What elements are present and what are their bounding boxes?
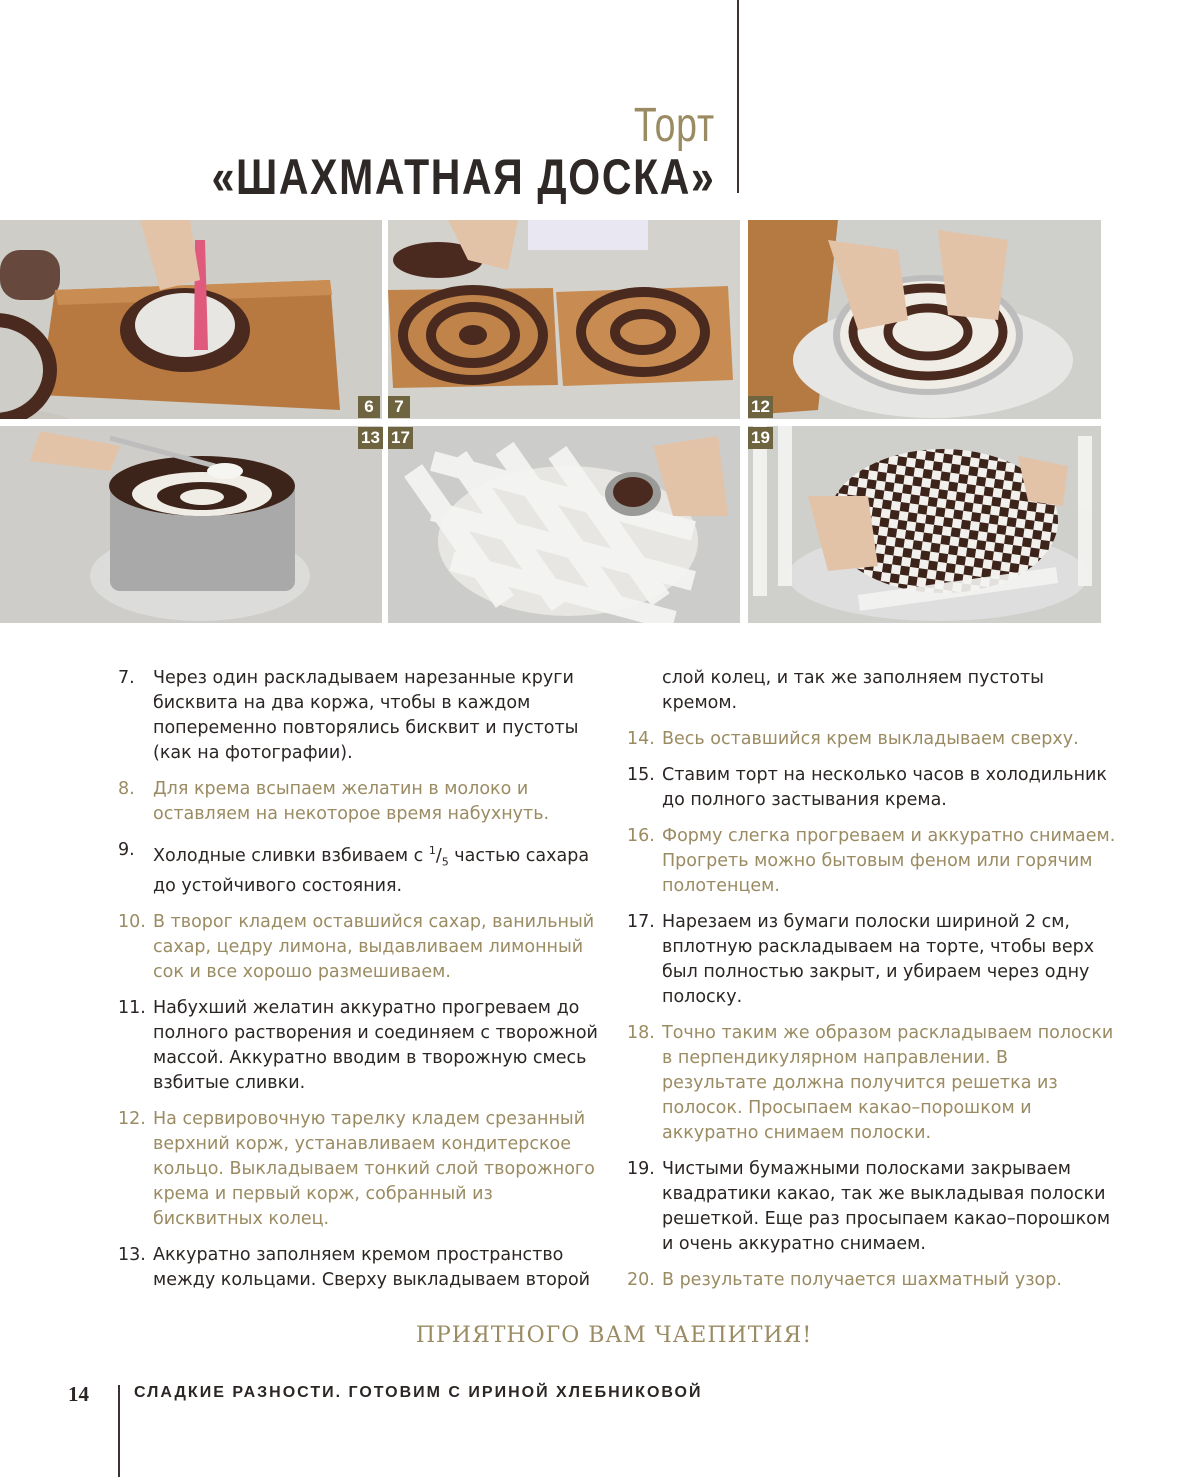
photo-step-19 bbox=[748, 426, 1101, 623]
step-12 bbox=[118, 1107, 608, 1232]
step-number: 10. bbox=[118, 912, 146, 933]
step-10 bbox=[118, 910, 608, 985]
fraction-denominator: 5 bbox=[441, 855, 449, 869]
footer-divider bbox=[118, 1385, 120, 1477]
step-text: В результате получается шахматный узор. bbox=[662, 1270, 1062, 1290]
step-15 bbox=[627, 763, 1117, 813]
photo-label-17: 17 bbox=[388, 427, 413, 449]
steps-left-column bbox=[118, 666, 608, 1304]
step-text: Для крема всыпаем желатин в молоко и оставляем на некоторое время набухнуть. bbox=[153, 779, 550, 824]
steps-right-column bbox=[627, 666, 1117, 1304]
step-text: Точно таким же образом раскладываем полоски в перпендикулярном направлении. В результате должна получится решетка из полосок. Просыпаем какао–порошком и аккуратно снимаем полоски. bbox=[662, 1023, 1114, 1143]
step-number: 20. bbox=[627, 1270, 655, 1290]
fraction-numerator: 1 bbox=[428, 844, 436, 857]
step-number: 17. bbox=[627, 912, 655, 932]
step-19 bbox=[627, 1157, 1117, 1257]
step-number: 14. bbox=[627, 729, 655, 749]
photo-label-13: 13 bbox=[358, 427, 383, 449]
step-number: 13. bbox=[118, 1245, 146, 1266]
photo-label-19: 19 bbox=[748, 427, 773, 449]
step-text: В творог кладем оставшийся сахар, ванильный сахар, цедру лимона, выдавливаем лимонный сок и все хорошо размешиваем. bbox=[153, 912, 595, 983]
photo-label-12: 12 bbox=[748, 396, 773, 418]
step-11 bbox=[118, 996, 608, 1096]
step-text: Чистыми бумажными полосками закрываем квадратики какао, так же выкладывая полоски решеткой. Еще раз просыпаем какао–порошком и очень аккуратно снимаем. bbox=[662, 1159, 1111, 1254]
step-text: Весь оставшийся крем выкладываем сверху. bbox=[662, 729, 1079, 749]
step-number: 16. bbox=[627, 826, 655, 846]
running-head: СЛАДКИЕ РАЗНОСТИ. ГОТОВИМ С ИРИНОЙ ХЛЕБНИКОВОЙ bbox=[134, 1384, 703, 1401]
step-number: 7. bbox=[118, 668, 135, 688]
page-title: «ШАХМАТНАЯ ДОСКА» bbox=[211, 149, 715, 205]
step-14 bbox=[627, 727, 1117, 752]
step-number: 15. bbox=[627, 765, 655, 785]
fraction: $^1/_5$ bbox=[428, 844, 449, 869]
step-number: 8. bbox=[118, 779, 135, 799]
step-number: 18. bbox=[627, 1023, 655, 1043]
step-7 bbox=[118, 666, 608, 766]
step-8 bbox=[118, 777, 608, 827]
photo-step-6 bbox=[0, 220, 382, 419]
step-text: Через один раскладываем нарезанные круги бисквита на два коржа, чтобы в каждом попеременно повторялись бисквит и пустоты (как на фотографии). bbox=[153, 668, 579, 763]
step-number: 19. bbox=[627, 1159, 655, 1179]
photo-label-6: 6 bbox=[358, 396, 380, 418]
step-text: Ставим торт на несколько часов в холодильник до полного застывания крема. bbox=[662, 765, 1107, 810]
top-divider bbox=[737, 0, 739, 193]
step-text-after: частью сахара до устойчивого состояния. bbox=[153, 845, 590, 897]
step-number: 9. bbox=[118, 840, 135, 860]
photo-label-7: 7 bbox=[388, 396, 410, 418]
step-16 bbox=[627, 824, 1117, 899]
closing-wish: ПРИЯТНОГО ВАМ ЧАЕПИТИЯ! bbox=[415, 1323, 813, 1348]
photo-step-17 bbox=[388, 426, 740, 623]
page-number: 14 bbox=[68, 1382, 89, 1406]
step-13-continuation: слой колец, и так же заполняем пустоты кремом. bbox=[662, 668, 1044, 713]
step-text: Набухший желатин аккуратно прогреваем до полного растворения и соединяем с творожной массой. Аккуратно вводим в творожную смесь взбитые сливки. bbox=[153, 998, 598, 1094]
step-20 bbox=[627, 1268, 1117, 1293]
step-number: 12. bbox=[118, 1109, 146, 1130]
step-text: Аккуратно заполняем кремом пространство между кольцами. Сверху выкладываем второй bbox=[153, 1245, 591, 1291]
step-text-before: Холодные сливки взбиваем с bbox=[153, 845, 429, 866]
step-text: Форму слегка прогреваем и аккуратно снимаем. Прогреть можно бытовым феном или горячим полотенцем. bbox=[662, 826, 1116, 896]
step-number: 11. bbox=[118, 998, 146, 1019]
photo-step-7 bbox=[388, 220, 740, 419]
title-sub: Торт bbox=[633, 99, 715, 152]
step-17 bbox=[627, 910, 1117, 1010]
step-13 bbox=[118, 1243, 608, 1293]
step-text: На сервировочную тарелку кладем срезанный верхний корж, устанавливаем кондитерское кольцо. Выкладываем тонкий слой творожного крема и первый корж, собранный из бисквитных колец. bbox=[153, 1109, 595, 1230]
photo-step-12 bbox=[748, 220, 1101, 419]
step-9 bbox=[118, 838, 608, 899]
step-text: Нарезаем из бумаги полоски шириной 2 см, вплотную раскладываем на торте, чтобы верх был полностью закрыт, и убираем через одну полоску. bbox=[662, 912, 1095, 1007]
photo-step-13 bbox=[0, 426, 382, 623]
step-18 bbox=[627, 1021, 1117, 1146]
